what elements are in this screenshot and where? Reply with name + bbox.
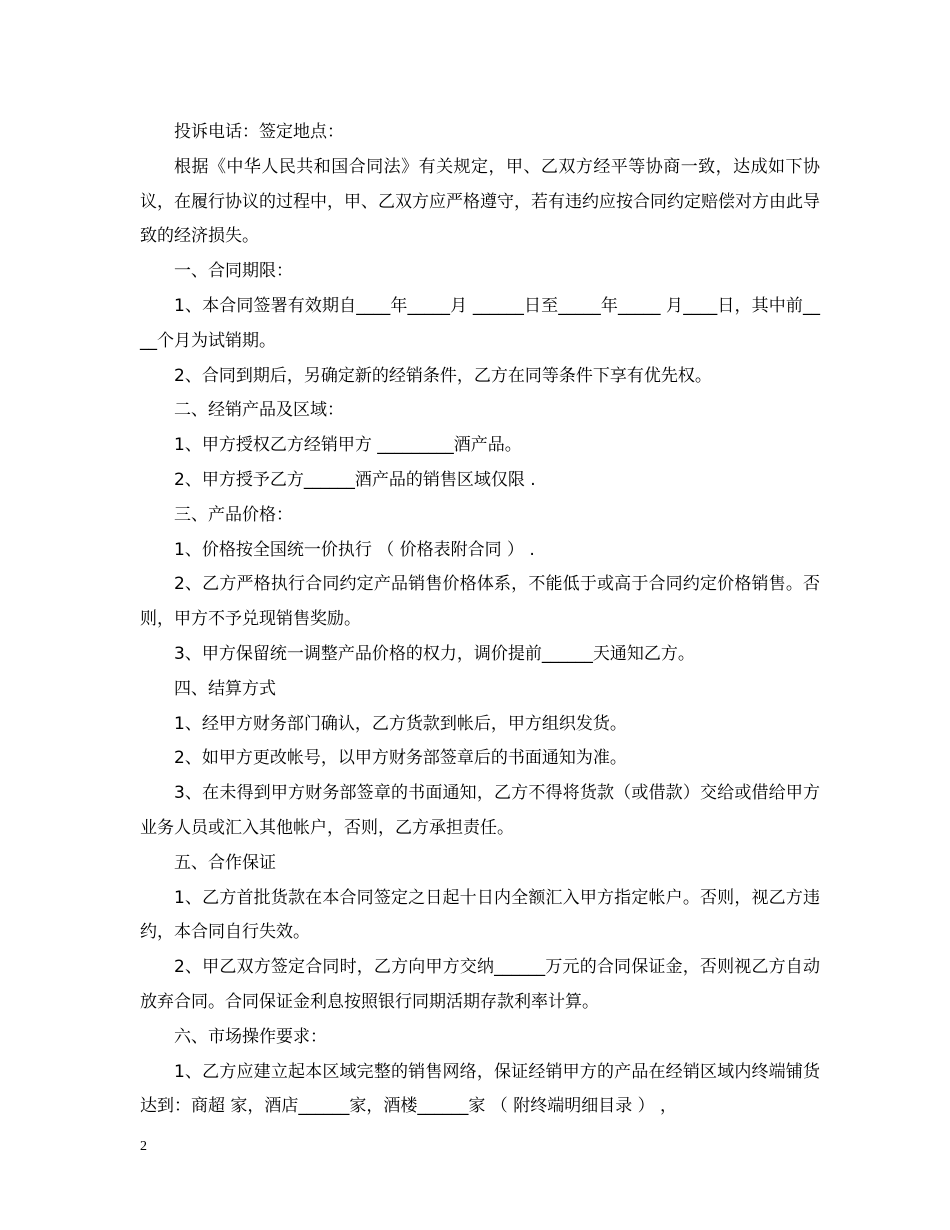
complaint-phone-line: 投诉电话：签定地点： [174, 122, 344, 142]
section-heading-term: 一、合同期限： [174, 261, 293, 282]
section-heading-price: 三、产品价格： [174, 504, 293, 525]
section-heading-market: 六、市场操作要求： [174, 1026, 327, 1047]
section-heading-settlement: 四、结算方式 [174, 678, 276, 699]
clause-2-2: 2、甲方授予乙方______酒产品的销售区域仅限 . [174, 469, 536, 490]
clause-4-2: 2、如甲方更改帐号，以甲方财务部签章后的书面通知为准。 [174, 748, 627, 769]
clause-4-3: 3、在未得到甲方财务部签章的书面通知，乙方不得将货款（或借款）交给或借给甲方业务人员或汇入其他帐户，否则，乙方承担责任。 [140, 783, 820, 838]
clause-3-3: 3、甲方保留统一调整产品价格的权力，调价提前______天通知乙方。 [174, 643, 695, 664]
section-heading-products: 二、经销产品及区域： [174, 400, 344, 421]
clause-5-2: 2、甲乙双方签定合同时，乙方向甲方交纳______万元的合同保证金，否则视乙方自动放弃合同。合同保证金利息按照银行同期活期存款利率计算。 [140, 957, 820, 1012]
page-number: 2 [140, 1139, 147, 1154]
contract-body [140, 115, 820, 1124]
clause-6-1: 1、乙方应建立起本区域完整的销售网络，保证经销甲方的产品在经销区域内终端铺货达到：商超 家，酒店______家，酒楼______家 （ 附终端明细目录 ） ， [140, 1061, 820, 1117]
clause-3-2: 2、乙方严格执行合同约定产品销售价格体系，不能低于或高于合同约定价格销售。否则，甲方不予兑现销售奖励。 [140, 574, 820, 630]
clause-3-1: 1、价格按全国统一价执行 （ 价格表附合同 ） . [174, 539, 535, 560]
clause-4-1: 1、经甲方财务部门确认，乙方货款到帐后，甲方组织发货。 [174, 713, 627, 734]
clause-5-1: 1、乙方首批货款在本合同签定之日起十日内全额汇入甲方指定帐户。否则，视乙方违约，本合同自行失效。 [140, 887, 820, 943]
clause-1-1: 1、本合同签署有效期自____年_____月 ______日至_____年_____ 月____日，其中前____个月为试销期。 [140, 295, 820, 351]
clause-2-1: 1、甲方授权乙方经销甲方 _________酒产品。 [174, 435, 522, 456]
section-heading-guarantee: 五、合作保证 [174, 852, 276, 873]
preamble-paragraph: 根据《中华人民共和国合同法》有关规定，甲、乙双方经平等协商一致，达成如下协议，在履行协议的过程中，甲、乙双方应严格遵守，若有违约应按合同约定赔偿对方由此导致的经济损失。 [140, 156, 820, 247]
clause-1-2: 2、合同到期后，另确定新的经销条件，乙方在同等条件下享有优先权。 [174, 365, 712, 386]
